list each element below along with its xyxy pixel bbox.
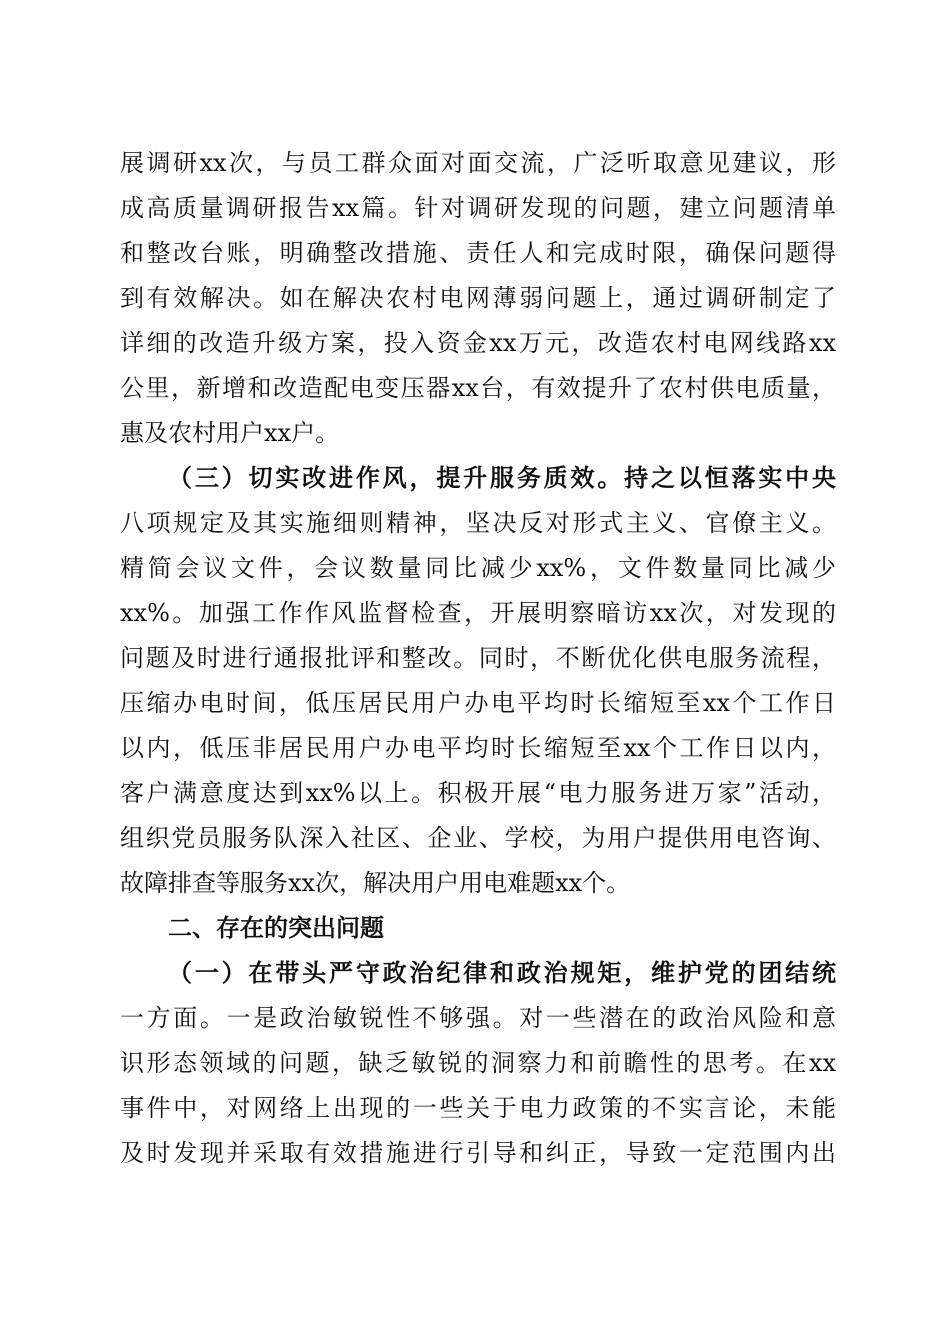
- paragraph-line: 识形态领域的问题，缺乏敏锐的洞察力和前瞻性的思考。在xx: [120, 1049, 836, 1077]
- paragraph-line: 压缩办电时间，低压居民用户办电平均时长缩短至xx个工作日: [120, 689, 836, 717]
- section-heading: 二、存在的突出问题: [168, 914, 384, 942]
- paragraph-line: 客户满意度达到xx%以上。积极开展“电力服务进万家”活动，: [120, 779, 836, 807]
- paragraph-line: 惠及农村用户xx户。: [120, 419, 340, 447]
- paragraph-line: 成高质量调研报告xx篇。针对调研发现的问题，建立问题清单: [120, 194, 836, 222]
- paragraph-line: 组织党员服务队深入社区、企业、学校，为用户提供用电咨询、: [120, 824, 836, 852]
- paragraph-line: 八项规定及其实施细则精神，坚决反对形式主义、官僚主义。: [120, 509, 836, 537]
- paragraph-line: 和整改台账，明确整改措施、责任人和完成时限，确保问题得: [120, 239, 836, 267]
- paragraph-line: 公里，新增和改造配电变压器xx台，有效提升了农村供电质量，: [120, 374, 836, 402]
- paragraph-line: 以内，低压非居民用户办电平均时长缩短至xx个工作日以内，: [120, 734, 836, 762]
- paragraph-line: 精简会议文件，会议数量同比减少xx%，文件数量同比减少: [120, 554, 836, 582]
- paragraph-line: xx%。加强工作作风监督检查，开展明察暗访xx次，对发现的: [120, 599, 836, 627]
- section-3-title-line: （三）切实改进作风，提升服务质效。持之以恒落实中央: [168, 463, 836, 492]
- paragraph-line: 一方面。一是政治敏锐性不够强。对一些潜在的政治风险和意: [120, 1004, 836, 1032]
- paragraph-line: 详细的改造升级方案，投入资金xx万元，改造农村电网线路xx: [120, 329, 836, 357]
- paragraph-line: 到有效解决。如在解决农村电网薄弱问题上，通过调研制定了: [120, 284, 836, 312]
- paragraph-line: 问题及时进行通报批评和整改。同时，不断优化供电服务流程，: [120, 644, 836, 672]
- paragraph-line: 及时发现并采取有效措施进行引导和纠正，导致一定范围内出: [120, 1139, 836, 1167]
- paragraph-line: 事件中，对网络上出现的一些关于电力政策的不实言论，未能: [120, 1094, 836, 1122]
- problem-1-title-line: （一）在带头严守政治纪律和政治规矩，维护党的团结统: [168, 958, 836, 987]
- paragraph-line: 故障排查等服务xx次，解决用户用电难题xx个。: [120, 869, 631, 897]
- paragraph-line: 展调研xx次，与员工群众面对面交流，广泛听取意见建议，形: [120, 149, 836, 177]
